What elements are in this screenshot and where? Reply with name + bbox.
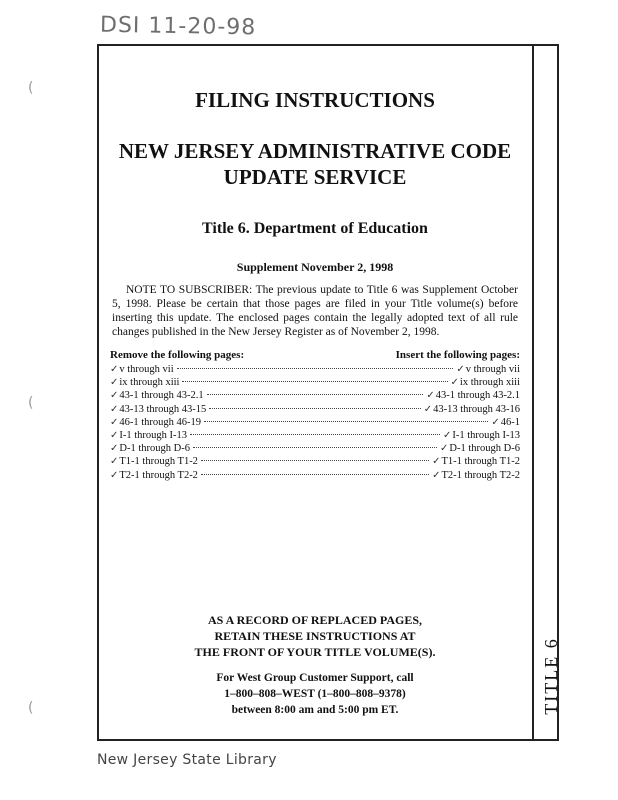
insert-pages-cell: ix through xiii	[459, 377, 520, 389]
checkmark-icon: ✓	[440, 443, 449, 455]
table-row	[110, 455, 520, 468]
dot-leader	[201, 474, 429, 475]
insert-pages-cell: I-1 through I-13	[452, 430, 520, 442]
checkmark-icon: ✓	[426, 390, 435, 402]
checkmark-icon: ✓	[432, 469, 441, 481]
punch-hole-mark: (	[28, 80, 34, 96]
remove-pages-cell: 46-1 through 46-19	[119, 416, 202, 428]
checkmark-icon: ✓	[456, 364, 465, 375]
checkmark-icon: ✓	[110, 469, 119, 481]
checkmark-icon: ✓	[432, 456, 441, 468]
dot-leader	[182, 381, 447, 382]
remove-pages-cell: v through vii	[119, 364, 174, 375]
table-row	[110, 442, 520, 455]
dot-leader	[204, 421, 488, 422]
supplement-date: Supplement November 2, 1998	[236, 260, 394, 274]
insert-pages-cell: v through vii	[465, 364, 520, 375]
checkmark-icon: ✓	[110, 403, 119, 415]
code-title-line2: UPDATE SERVICE	[223, 165, 407, 189]
checkmark-icon: ✓	[423, 403, 433, 415]
support-phone: 1–800–808–WEST (1–800–808–9378)	[224, 688, 406, 700]
support-hours: between 8:00 am and 5:00 pm ET.	[231, 704, 399, 716]
insert-pages-cell: T2-1 through T2-2	[441, 469, 520, 481]
pages-table-body	[110, 363, 520, 482]
checkmark-icon: ✓	[110, 443, 119, 455]
subscriber-note: NOTE TO SUBSCRIBER: The previous update to Title 6 was Supplement October 5, 1998. Please be certain that those pages are filed in your Title volume(s) before inserting this update. The enclosed pages contain the legally adopted text of all rule changes published in the New Jersey Register as of November 2, 1998.	[112, 284, 518, 338]
dot-leader	[209, 408, 420, 409]
remove-pages-cell: T1-1 through T1-2	[119, 456, 198, 468]
punch-hole-mark: (	[28, 395, 34, 411]
checkmark-icon: ✓	[450, 377, 459, 389]
record-notice-line2: RETAIN THESE INSTRUCTIONS AT	[214, 629, 416, 643]
checkmark-icon: ✓	[110, 364, 119, 375]
title-section: Title 6. Department of Education	[202, 220, 428, 237]
dot-leader	[201, 460, 429, 461]
record-notice	[110, 612, 520, 660]
code-title	[110, 138, 520, 190]
dot-leader	[207, 394, 424, 395]
table-row	[110, 416, 520, 429]
code-title-line1: NEW JERSEY ADMINISTRATIVE CODE	[118, 139, 512, 163]
checkmark-icon: ✓	[110, 377, 119, 389]
punch-hole-mark: (	[28, 700, 34, 716]
remove-pages-cell: 43-13 through 43-15	[119, 403, 207, 415]
record-notice-line1: AS A RECORD OF REPLACED PAGES,	[207, 613, 423, 627]
checkmark-icon: ✓	[110, 430, 119, 442]
record-notice-line3: THE FRONT OF YOUR TITLE VOLUME(S).	[194, 645, 436, 659]
checkmark-icon: ✓	[491, 416, 500, 428]
pages-table-header	[110, 349, 520, 361]
insert-pages-cell: 43-13 through 43-16	[433, 403, 520, 415]
title-tab-label: TITLE 6	[541, 637, 561, 715]
filing-content	[110, 80, 520, 482]
support-line1: For West Group Customer Support, call	[216, 672, 414, 684]
table-row	[110, 403, 520, 416]
insert-pages-cell: 46-1	[500, 416, 520, 428]
insert-header: Insert the following pages:	[395, 349, 520, 361]
table-row	[110, 389, 520, 402]
table-row	[110, 469, 520, 482]
pages-table	[110, 349, 520, 482]
table-row	[110, 376, 520, 389]
table-row	[110, 363, 520, 376]
customer-support	[110, 670, 520, 718]
checkmark-icon: ✓	[110, 390, 119, 402]
dot-leader	[190, 434, 440, 435]
remove-pages-cell: D-1 through D-6	[119, 443, 190, 455]
remove-pages-cell: I-1 through I-13	[119, 430, 188, 442]
insert-pages-cell: T1-1 through T1-2	[441, 456, 520, 468]
remove-pages-cell: T2-1 through T2-2	[119, 469, 198, 481]
remove-pages-cell: 43-1 through 43-2.1	[119, 390, 204, 402]
handwritten-date-note: DSI 11-20-98	[99, 12, 257, 41]
library-stamp: New Jersey State Library	[97, 752, 277, 768]
checkmark-icon: ✓	[110, 456, 119, 468]
tab-divider-line	[532, 44, 534, 741]
dot-leader	[193, 447, 437, 448]
insert-pages-cell: D-1 through D-6	[449, 443, 520, 455]
insert-pages-cell: 43-1 through 43-2.1	[435, 390, 520, 402]
remove-pages-cell: ix through xiii	[119, 377, 180, 389]
page-title: FILING INSTRUCTIONS	[195, 88, 435, 112]
table-row	[110, 429, 520, 442]
checkmark-icon: ✓	[442, 430, 452, 442]
dot-leader	[177, 368, 454, 369]
remove-header: Remove the following pages:	[110, 349, 245, 361]
checkmark-icon: ✓	[110, 416, 119, 428]
